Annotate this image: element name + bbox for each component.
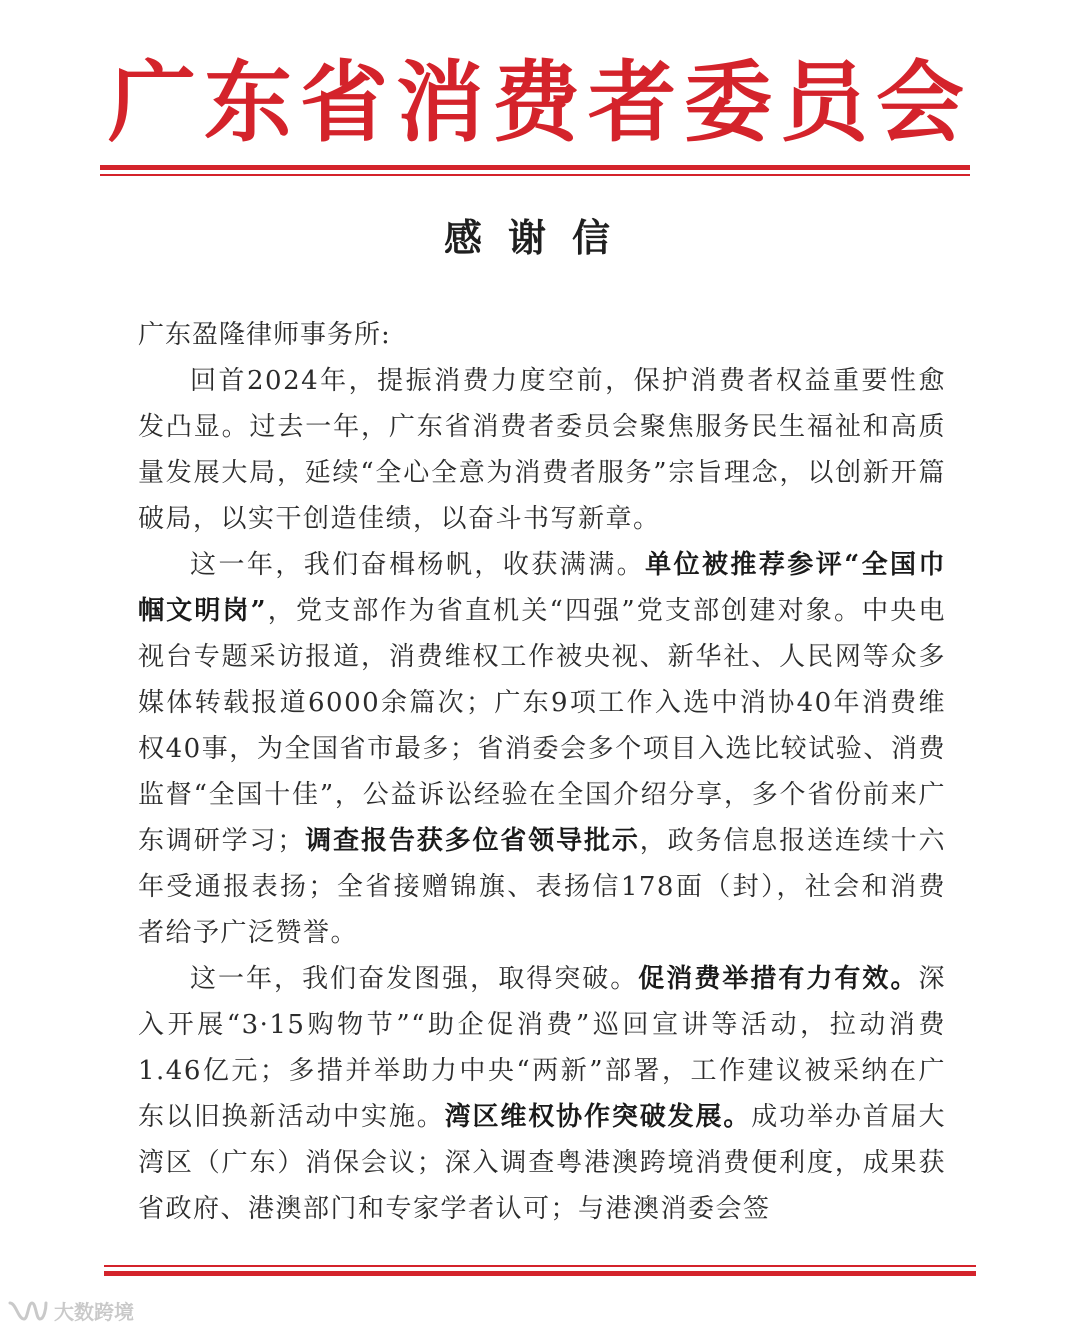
letterhead-divider xyxy=(100,165,970,176)
paragraph-1 xyxy=(138,358,946,542)
paragraph-text: 这一年，我们奋楫杨帆，收获满满。 xyxy=(190,550,646,580)
highlight-text: 调查报告获多位省领导批示 xyxy=(304,826,640,856)
wechat-channel-icon xyxy=(8,1299,48,1323)
watermark xyxy=(8,1296,134,1325)
letter-salutation: 广东盈隆律师事务所: xyxy=(138,320,391,350)
paragraph-text: ，政务信息报送连续十六年受通报表扬；全省接赠锦旗、表扬信178面（封），社会和消费者给予广泛赞誉。 xyxy=(138,826,946,948)
paragraph-text: 这一年，我们奋发图强，取得突破。 xyxy=(190,964,639,994)
paragraph-text: ，党支部作为省直机关“四强”党支部创建对象。中央电视台专题采访报道，消费维权工作被央视、新华社、人民网等众多媒体转载报道6000余篇次；广东9项工作入选中消协40年消费维权40事，为全国省市最多；省消委会多个项目入选比较试验、消费监督“全国十佳”，公益诉讼经验在全国介绍分享，多个省份前来广东调研学习； xyxy=(138,596,946,856)
paragraph-text: 成功举办首届大湾区（广东）消保会议；深入调查粤港澳跨境消费便利度，成果获省政府、港澳部门和专家学者认可；与港澳消委会签 xyxy=(138,1102,946,1224)
organization-letterhead: 广东省消费者委员会 xyxy=(107,50,972,154)
highlight-text: 促消费举措有力有效。 xyxy=(638,964,919,994)
paragraph-text: 回首2024年，提振消费力度空前，保护消费者权益重要性愈发凸显。过去一年，广东省消费者委员会聚焦服务民生福祉和高质量发展大局，延续“全心全意为消费者服务”宗旨理念，以创新开篇破局，以实干创造佳绩，以奋斗书写新章。 xyxy=(138,366,946,534)
highlight-text: 湾区维权协作突破发展。 xyxy=(444,1102,752,1132)
paragraph-3 xyxy=(138,956,946,1232)
paragraph-2 xyxy=(138,542,946,956)
footer-divider xyxy=(104,1265,976,1276)
paragraph-text: 深入开展“3·15购物节”“助企促消费”巡回宣讲等活动，拉动消费1.46亿元；多措并举助力中央“两新”部署，工作建议被采纳在广东以旧换新活动中实施。 xyxy=(138,964,946,1132)
watermark-text: 大数跨境 xyxy=(54,1300,134,1324)
letter-title: 感谢信 xyxy=(443,215,636,260)
letter-body xyxy=(138,312,946,1232)
highlight-text: 单位被推荐参评“全国巾帼文明岗” xyxy=(138,550,946,626)
